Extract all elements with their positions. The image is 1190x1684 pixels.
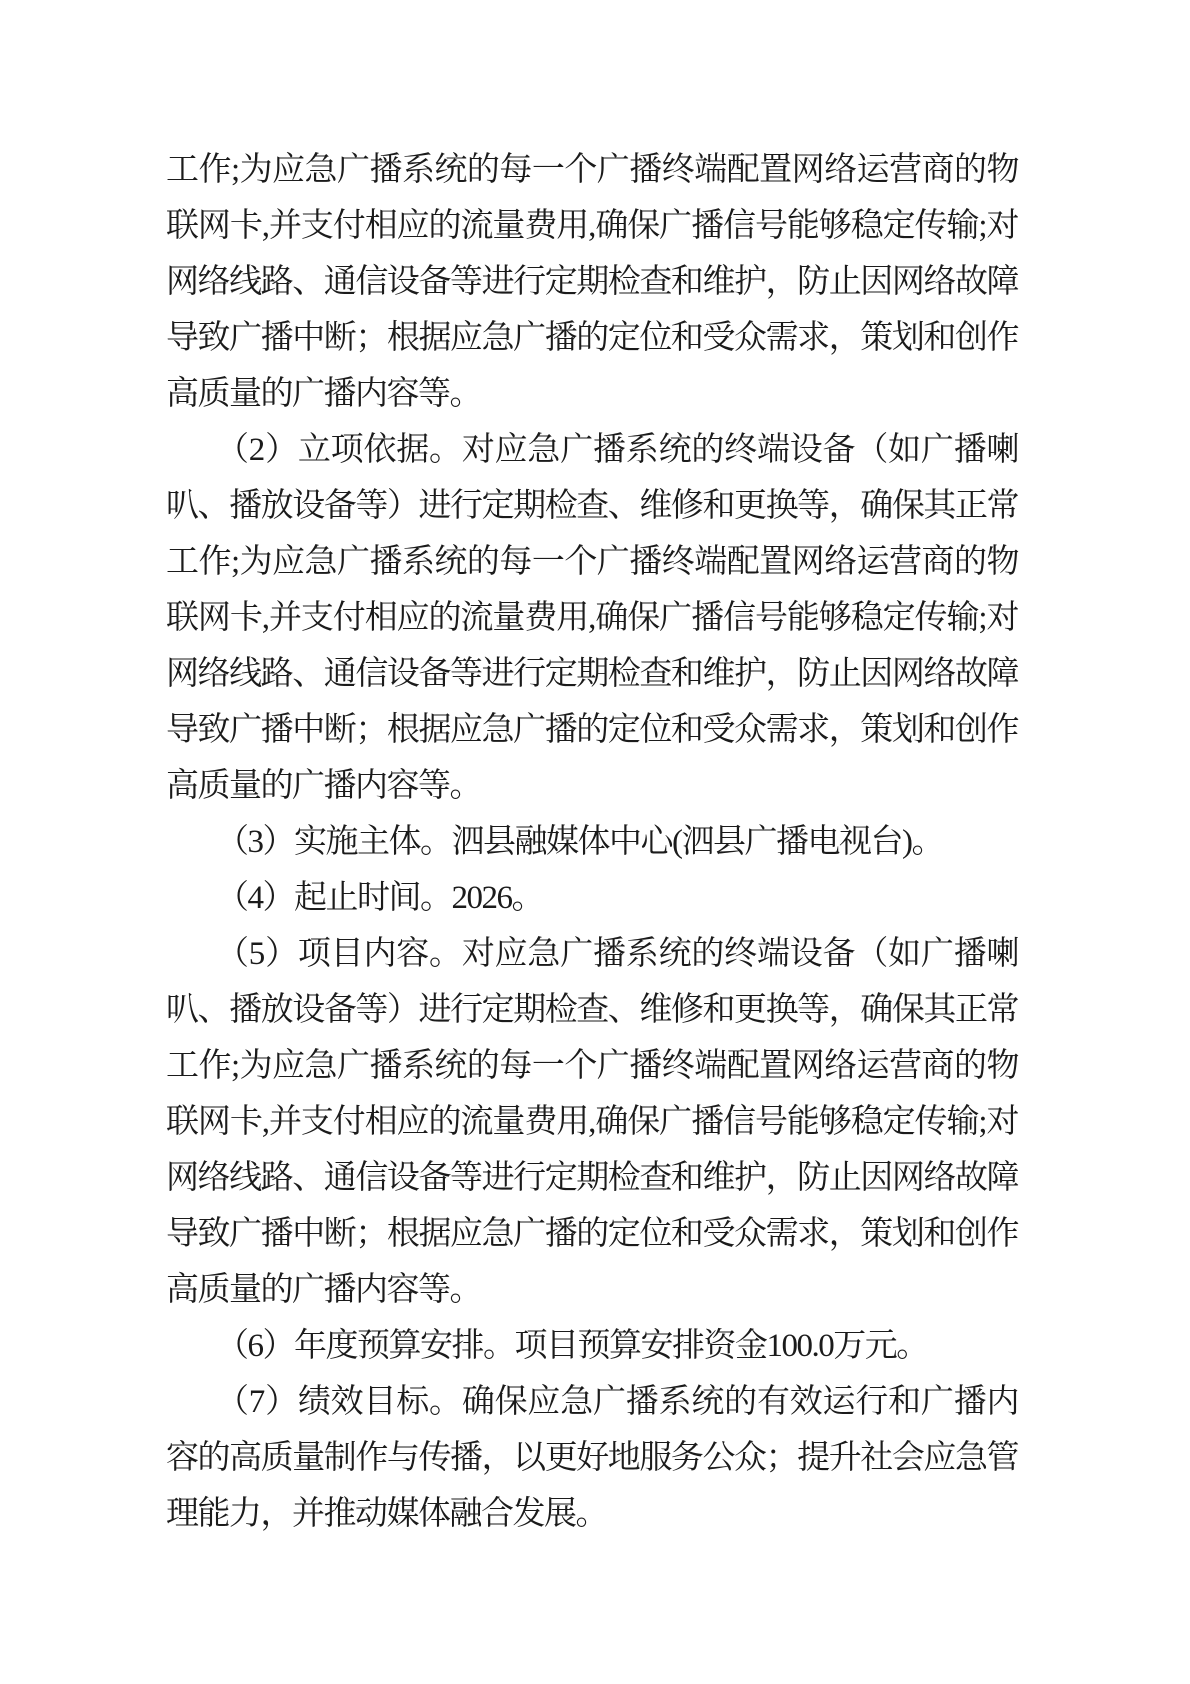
paragraph-1: 工作;为应急广播系统的每一个广播终端配置网络运营商的物联网卡,并支付相应的流量费用,确保广播信号能够稳定传输;对网络线路、通信设备等进行定期检查和维护，防止因网络故障导致广播中断；根据应急广播的定位和受众需求，策划和创作高质量的广播内容等。 [166, 152, 1018, 412]
paragraph-5: （5）项目内容。对应急广播系统的终端设备（如广播喇叭、播放设备等）进行定期检查、维修和更换等，确保其正常工作;为应急广播系统的每一个广播终端配置网络运营商的物联网卡,并支付相应的流量费用,确保广播信号能够稳定传输;对网络线路、通信设备等进行定期检查和维护，防止因网络故障导致广播中断；根据应急广播的定位和受众需求，策划和创作高质量的广播内容等。 [166, 936, 1018, 1308]
paragraph-3: （3）实施主体。泗县融媒体中心(泗县广播电视台)。 [216, 824, 943, 860]
paragraph-2: （2）立项依据。对应急广播系统的终端设备（如广播喇叭、播放设备等）进行定期检查、维修和更换等，确保其正常工作;为应急广播系统的每一个广播终端配置网络运营商的物联网卡,并支付相应的流量费用,确保广播信号能够稳定传输;对网络线路、通信设备等进行定期检查和维护，防止因网络故障导致广播中断；根据应急广播的定位和受众需求，策划和创作高质量的广播内容等。 [166, 432, 1018, 804]
paragraph-4: （4）起止时间。2026。 [216, 880, 543, 916]
paragraph-6: （6）年度预算安排。项目预算安排资金100.0万元。 [216, 1328, 928, 1364]
paragraph-7: （7）绩效目标。确保应急广播系统的有效运行和广播内容的高质量制作与传播，以更好地服务公众；提升社会应急管理能力，并推动媒体融合发展。 [166, 1384, 1018, 1532]
document-content [166, 142, 1018, 1542]
